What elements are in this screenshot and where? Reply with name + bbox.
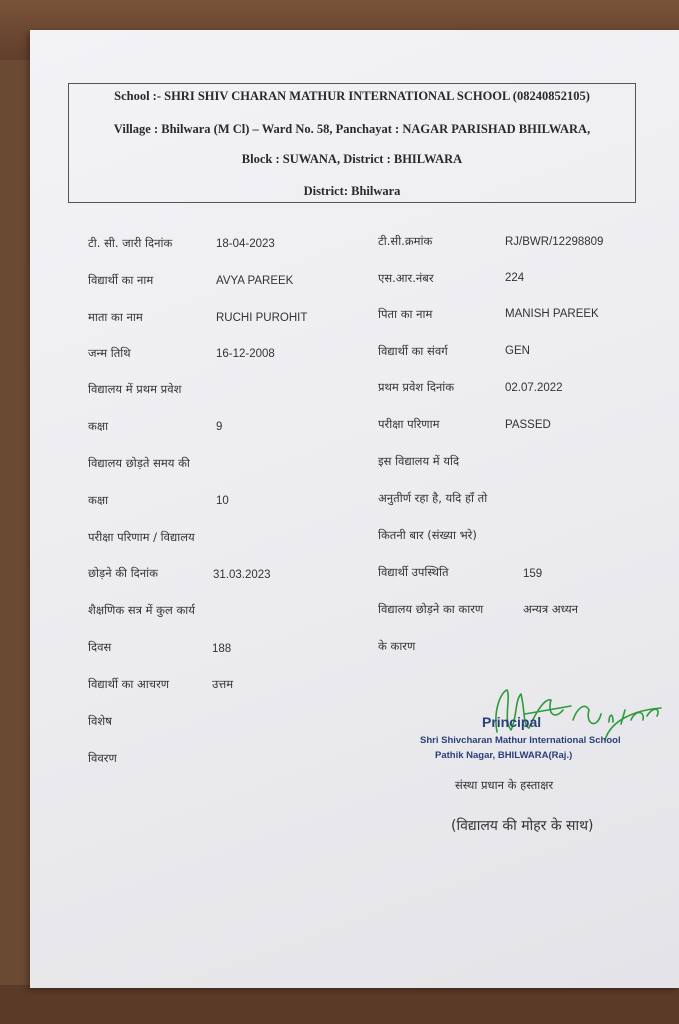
- desk-background-bottom: [0, 985, 679, 1024]
- dob-label: जन्म तिथि: [88, 346, 131, 360]
- class-label: कक्षा: [88, 419, 109, 433]
- student-name-label: विद्यार्थी का नाम: [88, 273, 154, 287]
- head-signature-label: संस्था प्रधान के हस्ताक्षर: [455, 778, 554, 792]
- working-days-line-2: दिवस: [88, 640, 112, 654]
- conduct-value: उत्तम: [212, 677, 234, 691]
- reason-label: विद्यालय छोड़ने का कारण: [378, 602, 484, 616]
- school-seal-line-2: Pathik Nagar, BHILWARA(Raj.): [435, 750, 573, 761]
- working-days-value: 188: [212, 643, 232, 655]
- fail-line-1: इस विद्यालय में यदि: [378, 454, 460, 468]
- attendance-value: 159: [523, 568, 543, 580]
- tc-number-value: RJ/BWR/12298809: [505, 236, 604, 248]
- leaving-date-value: 31.03.2023: [213, 569, 271, 581]
- first-admission-date-label: प्रथम प्रवेश दिनांक: [378, 380, 455, 394]
- exam-result-label: परीक्षा परिणाम: [378, 417, 440, 431]
- reason-line-2: के कारण: [378, 639, 416, 653]
- reason-value: अन्यत्र अध्यन: [523, 602, 579, 616]
- village-line: Village : Bhilwara (M Cl) – Ward No. 58, Panchayat : NAGAR PARISHAD BHILWARA,: [113, 122, 591, 136]
- father-name-value: MANISH PAREEK: [505, 308, 599, 320]
- exam-result-value: PASSED: [505, 419, 551, 431]
- working-days-line-1: शैक्षणिक सत्र में कुल कार्य: [88, 603, 195, 617]
- mother-name-label: माता का नाम: [88, 310, 143, 324]
- tc-date-value: 18-04-2023: [216, 238, 275, 250]
- fail-line-3: कितनी बार (संख्या भरे): [378, 528, 477, 542]
- district-line: District: Bhilwara: [303, 184, 401, 198]
- sr-number-value: 224: [505, 272, 525, 284]
- leaving-time-label: विद्यालय छोड़ते समय की: [88, 456, 190, 470]
- principal-title: Principal: [482, 714, 542, 730]
- class-value: 9: [216, 421, 223, 433]
- category-label: विद्यार्थी का संवर्ग: [378, 344, 448, 358]
- attendance-label: विद्यार्थी उपस्थिति: [378, 565, 449, 579]
- school-seal-line-1: Shri Shivcharan Mathur International School: [420, 735, 621, 746]
- block-line: Block : SUWANA, District : BHILWARA: [241, 152, 463, 166]
- leaving-class-label: कक्षा: [88, 493, 109, 507]
- school-name-line: School :- SHRI SHIV CHARAN MATHUR INTERNATIONAL SCHOOL (08240852105): [114, 89, 590, 103]
- first-admission-label: विद्यालय में प्रथम प्रवेश: [88, 382, 182, 396]
- tc-number-label: टी.सी.क्रमांक: [378, 234, 433, 248]
- seal-note: (विद्यालय की मोहर के साथ): [451, 818, 594, 834]
- fail-line-2: अनुतीर्ण रहा है, यदि हाँ तो: [378, 491, 488, 505]
- mother-name-value: RUCHI PUROHIT: [216, 312, 308, 324]
- father-name-label: पिता का नाम: [378, 307, 433, 321]
- first-admission-date-value: 02.07.2022: [505, 382, 563, 394]
- category-value: GEN: [505, 345, 530, 357]
- conduct-label: विद्यार्थी का आचरण: [88, 677, 170, 691]
- student-name-value: AVYA PAREEK: [216, 275, 294, 287]
- transfer-certificate-page: [30, 30, 679, 988]
- school-header-box: [68, 83, 636, 203]
- leaving-class-value: 10: [216, 495, 229, 507]
- leaving-date-label: छोड़ने की दिनांक: [88, 566, 158, 580]
- tc-date-label: टी. सी. जारी दिनांक: [88, 236, 173, 250]
- sr-number-label: एस.आर.नंबर: [378, 271, 434, 285]
- dob-value: 16-12-2008: [216, 348, 275, 360]
- special-line-1: विशेष: [88, 714, 112, 728]
- result-school-label: परीक्षा परिणाम / विद्यालय: [88, 530, 195, 544]
- special-line-2: विवरण: [88, 751, 117, 765]
